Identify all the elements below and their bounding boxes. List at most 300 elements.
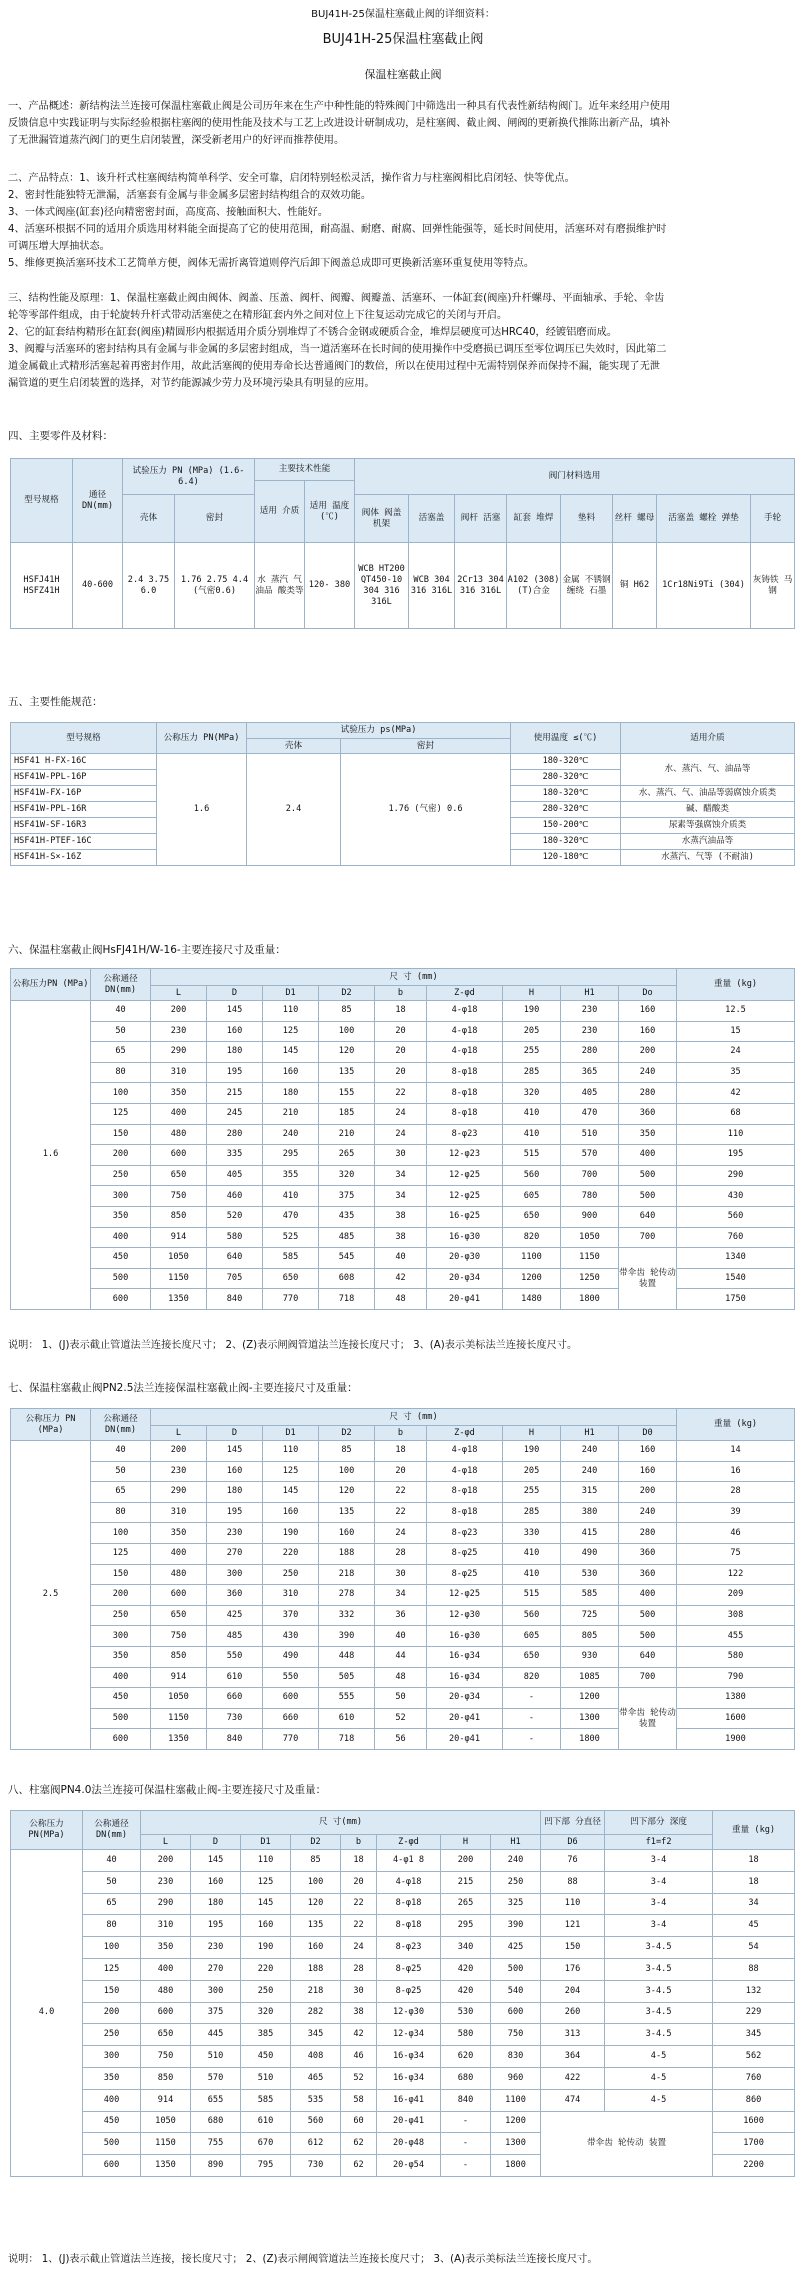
cell-temp: 180-320℃ [511,786,621,802]
col-weight: 重量 (kg) [677,969,795,1001]
table-cell: 65 [83,1893,141,1915]
cell-stem: 2Cr13 304 316 316L [455,543,507,629]
table-cell: 58 [341,2089,377,2111]
table-cell: - [441,2133,491,2155]
table-cell: 160 [207,1461,263,1482]
table-cell: 8-φ25 [377,1958,441,1980]
table-cell: 24 [375,1124,427,1145]
table-cell: 8-φ18 [427,1062,503,1083]
col-temp: 使用温度 ≤(℃) [511,723,621,754]
table-cell: 350 [91,1646,151,1667]
col-d: D [191,1835,241,1850]
col-size: 尺 寸 (mm) [151,969,677,986]
table-cell: 24 [375,1523,427,1544]
table-cell: 360 [207,1585,263,1606]
table-cell: 185 [319,1103,375,1124]
cell-cylinder: A102 (308) (T)合金 [507,543,561,629]
table-cell: 1350 [151,1289,207,1310]
table-cell: 18 [713,1871,795,1893]
cell-drive-note: 带伞齿 轮传动 装置 [619,1248,677,1310]
table-cell: 250 [241,1980,291,2002]
table-row [11,1585,795,1606]
table-cell: 730 [207,1708,263,1729]
table-note: 说明： 1、(J)表示截止管道法兰连接，接长度尺寸； 2、(Z)表示闸阀管道法兰连接长度尺寸； 3、(A)表示美标法兰连接长度尺寸。 [8,2254,598,2265]
table-row [11,1021,795,1042]
table-row [11,1523,795,1544]
table-row [11,1646,795,1667]
table-cell: 255 [503,1042,561,1063]
table-cell: 8-φ23 [377,1937,441,1959]
table-row [11,754,795,770]
table-row [11,2067,795,2089]
table-cell: 280 [561,1042,619,1063]
table-cell: 410 [503,1543,561,1564]
table-cell: 38 [375,1227,427,1248]
table-cell: 16-φ34 [377,2046,441,2068]
table-cell: 285 [503,1502,561,1523]
table-cell: 30 [341,1980,377,2002]
table-cell: 120 [319,1042,375,1063]
table-cell: 18 [341,1850,377,1872]
table-cell: 12-φ23 [427,1145,503,1166]
table-cell: 75 [677,1543,795,1564]
table-cell: 160 [207,1021,263,1042]
col-test: 试验压力 ps(MPa) [247,723,511,739]
feature-line: 5、维修更换活塞环技术工艺简单方便，阀体无需折离管道则停汽后卸下阀盖总成即可更换新活塞环重复使用等特点。 [8,258,535,269]
table-cell: 600 [91,1289,151,1310]
intro-line: 了无泄漏管道蒸汽阀门的更生启闭装置，深受新老用户的好评而推荐使用。 [8,135,345,146]
table-cell: 480 [141,1980,191,2002]
table-cell: 1200 [503,1268,561,1289]
table-cell: 150 [83,1980,141,2002]
table-cell: 180 [191,1893,241,1915]
table-cell: 315 [561,1482,619,1503]
table-cell: 310 [263,1585,319,1606]
table-cell: 20-φ48 [377,2133,441,2155]
table-cell: 750 [151,1626,207,1647]
table-cell: 650 [503,1206,561,1227]
table-cell: 62 [341,2155,377,2177]
table-cell: 320 [319,1165,375,1186]
table-cell: 390 [319,1626,375,1647]
table-cell: 40 [375,1626,427,1647]
table-cell: 24 [677,1042,795,1063]
table-cell: 660 [263,1708,319,1729]
table-cell: 230 [561,1021,619,1042]
table-row [11,1708,795,1729]
table-row [11,1915,795,1937]
table-cell: 42 [677,1083,795,1104]
col-depth: 凹下部分 深度 [605,1811,713,1835]
table-cell: 20 [375,1021,427,1042]
table-cell: 24 [341,1937,377,1959]
table-cell: 110 [677,1124,795,1145]
table-cell: 408 [291,2046,341,2068]
cell-bonnet: WCB 304 316 316L [409,543,455,629]
feature-line: 二、产品特点：1、该升杆式柱塞阀结构简单科学、安全可靠，启闭特别轻松灵活，操作省力与柱塞阀相比启闭轻、快等优点。 [8,173,575,184]
principle-line: 3、阀瓣与活塞环的密封结构具有金属与非金属的多层密封组成，当一道活塞环在长时间的使用操作中受磨损已调压至零位调压已失效时，因此第二 [8,344,667,355]
table-cell: 515 [503,1145,561,1166]
table-cell: 250 [263,1564,319,1585]
table-cell: 265 [441,1893,491,1915]
feature-line: 3、一体式阀座(缸套)径向精密密封面，高度高、接触面积大、性能好。 [8,207,329,218]
table-cell: 12-φ30 [427,1605,503,1626]
table-cell: 360 [619,1103,677,1124]
table-cell: 490 [561,1543,619,1564]
table-cell: 612 [291,2133,341,2155]
table-cell: 650 [151,1605,207,1626]
table-cell: 125 [91,1543,151,1564]
table-cell: 780 [561,1186,619,1207]
table-cell: 500 [91,1268,151,1289]
table-cell: 1250 [561,1268,619,1289]
table-cell: 1300 [491,2133,541,2155]
table-row [11,2024,795,2046]
principle-line: 漏管道的更生启闭装置的选择，对节约能源减少劳力及环境污染具有明显的应用。 [8,378,375,389]
table-cell: 750 [141,2046,191,2068]
table-cell: 330 [503,1523,561,1544]
table-cell: 180 [263,1083,319,1104]
table-cell: 770 [263,1729,319,1750]
cell-temp: 180-320℃ [511,834,621,850]
table-cell: 450 [91,1688,151,1709]
table-cell: 220 [241,1958,291,1980]
table-cell: 660 [207,1688,263,1709]
table-cell: 8-φ18 [427,1083,503,1104]
col-pn: 公称压力PN (MPa) [11,969,91,1001]
table-cell: 1150 [561,1248,619,1269]
table-cell: 600 [263,1688,319,1709]
table-cell: 1800 [561,1729,619,1750]
table-cell: 410 [503,1124,561,1145]
table-cell: 35 [677,1062,795,1083]
table-row [11,1227,795,1248]
table-cell: 1700 [713,2133,795,2155]
dimension-table-pn16 [10,968,795,1310]
table-cell: 610 [319,1708,375,1729]
table-cell: 145 [191,1850,241,1872]
cell-model: HSFJ41H HSFZ41H [11,543,73,629]
col-d2: D2 [291,1835,341,1850]
table-cell: 750 [491,2024,541,2046]
table-cell: 580 [677,1646,795,1667]
table-cell: 24 [375,1103,427,1124]
table-cell: 16-φ41 [377,2089,441,2111]
table-cell: 200 [151,1441,207,1462]
table-cell: 145 [207,1001,263,1022]
table-cell: 40 [91,1441,151,1462]
table-cell: 670 [241,2133,291,2155]
table-cell: 160 [263,1502,319,1523]
table-cell: 18 [713,1850,795,1872]
table-cell: 190 [503,1441,561,1462]
table-cell: 4-5 [605,2089,713,2111]
table-row [11,1268,795,1289]
table-cell: 76 [541,1850,605,1872]
table-cell: 8-φ18 [377,1893,441,1915]
table-cell: 180 [207,1482,263,1503]
col-h1: H1 [561,986,619,1001]
table-cell: 176 [541,1958,605,1980]
table-cell: 2200 [713,2155,795,2177]
cell-pn: 1.6 [157,754,247,866]
table-cell: 230 [191,1937,241,1959]
table-cell: 50 [91,1461,151,1482]
table-cell: 1900 [677,1729,795,1750]
table-cell: 85 [319,1001,375,1022]
table-cell: 510 [241,2067,291,2089]
table-cell: 160 [619,1021,677,1042]
table-cell: 40 [375,1248,427,1269]
table-cell: 120 [291,1893,341,1915]
table-cell: 1150 [141,2133,191,2155]
table-cell: 245 [207,1103,263,1124]
col-l: L [151,1426,207,1441]
table-cell: 1100 [503,1248,561,1269]
table-cell: 480 [151,1124,207,1145]
table-cell: 12-φ25 [427,1186,503,1207]
table-cell: 640 [207,1248,263,1269]
table-cell: 56 [375,1729,427,1750]
table-cell: 18 [375,1001,427,1022]
table-cell: 16 [677,1461,795,1482]
table-cell: 100 [291,1871,341,1893]
table-cell: 88 [713,1958,795,1980]
table-cell: 718 [319,1289,375,1310]
table-cell: 46 [341,2046,377,2068]
table-cell: 1750 [677,1289,795,1310]
cell-medium: 水蒸汽、气等 (不耐油) [621,850,795,866]
table-cell: 680 [441,2067,491,2089]
table-cell: 250 [83,2024,141,2046]
table-cell: 62 [341,2133,377,2155]
table-cell: 145 [263,1042,319,1063]
cell-shell: 2.4 3.75 6.0 [123,543,175,629]
col-b: b [375,986,427,1001]
table-cell: 850 [141,2067,191,2089]
table-row [11,1605,795,1626]
table-cell: 200 [83,2002,141,2024]
table-cell: 650 [141,2024,191,2046]
col-temp: 适用 温度 (℃) [305,481,355,543]
table-cell: 400 [91,1667,151,1688]
section-title: 八、柱塞阀PN4.0法兰连接可保温柱塞截止阀-主要连接尺寸及重量： [8,1784,327,1796]
table-cell: 448 [319,1646,375,1667]
table-cell: 38 [341,2002,377,2024]
table-cell: 16-φ30 [427,1626,503,1647]
table-cell: 85 [319,1441,375,1462]
table-cell: 525 [263,1227,319,1248]
table-cell: 725 [561,1605,619,1626]
table-cell: 50 [375,1688,427,1709]
cell-medium: 尿素等强腐蚀介质类 [621,818,795,834]
table-row [11,1871,795,1893]
table-cell: 135 [291,1915,341,1937]
table-row [11,1145,795,1166]
table-cell: 345 [291,2024,341,2046]
table-cell: 270 [191,1958,241,1980]
table-cell: 240 [619,1062,677,1083]
cell-temp: 180-320℃ [511,754,621,770]
table-cell: 425 [491,1937,541,1959]
table-cell: 45 [713,1915,795,1937]
table-cell: 840 [207,1729,263,1750]
table-cell: 300 [83,2046,141,2068]
cell-temp: 280-320℃ [511,802,621,818]
table-cell: 585 [561,1585,619,1606]
table-cell: 1150 [151,1708,207,1729]
table-cell: - [503,1688,561,1709]
table-cell: 300 [207,1564,263,1585]
cell-medium: 碱、醋酸类 [621,802,795,818]
table-row [11,1001,795,1022]
table-cell: 290 [151,1482,207,1503]
table-cell: 218 [291,1980,341,2002]
table-cell: 1600 [677,1708,795,1729]
table-cell: 820 [503,1667,561,1688]
col-zd: Z-φd [427,986,503,1001]
col-zd: Z-φd [427,1426,503,1441]
table-cell: 205 [503,1461,561,1482]
table-cell: 570 [191,2067,241,2089]
table-cell: 240 [561,1441,619,1462]
col-dn: 公称通径 DN(mm) [91,1409,151,1441]
table-cell: 50 [91,1021,151,1042]
table-cell: 28 [341,1958,377,1980]
col-size: 尺 寸 (mm) [151,1409,677,1426]
table-cell: 48 [375,1289,427,1310]
table-cell: 22 [375,1482,427,1503]
col-d6: D6 [541,1835,605,1850]
table-cell: 16-φ34 [377,2067,441,2089]
col-h1: H1 [491,1835,541,1850]
table-cell: 310 [151,1502,207,1523]
table-cell: 80 [91,1062,151,1083]
col-d2: D2 [319,986,375,1001]
table-cell: 410 [503,1103,561,1124]
cell-model: HSF41W-SF-16R3 [11,818,157,834]
col-d1: D1 [241,1835,291,1850]
col-d1: D1 [263,986,319,1001]
table-cell: 200 [151,1001,207,1022]
table-cell: 364 [541,2046,605,2068]
table-row [11,1042,795,1063]
table-row [11,1083,795,1104]
table-cell: 54 [713,1937,795,1959]
table-cell: 188 [319,1543,375,1564]
table-cell: 550 [263,1667,319,1688]
col-zd: Z-φd [377,1835,441,1850]
table-cell: 250 [491,1871,541,1893]
table-cell: 3-4.5 [605,2024,713,2046]
table-cell: 200 [91,1145,151,1166]
table-cell: 20 [375,1062,427,1083]
col-d0: D0 [619,1426,677,1441]
col-medium: 适用介质 [621,723,795,754]
table-cell: 400 [83,2089,141,2111]
table-cell: 860 [713,2089,795,2111]
table-cell: 180 [207,1042,263,1063]
table-cell: 500 [619,1626,677,1647]
table-row [11,1206,795,1227]
table-cell: 400 [151,1103,207,1124]
table-cell: 605 [503,1186,561,1207]
section-title: 五、主要性能规范： [8,696,103,708]
table-cell: 600 [151,1585,207,1606]
table-cell: 230 [151,1021,207,1042]
table-row [11,1289,795,1310]
table-cell: 80 [91,1502,151,1523]
col-d1: D1 [263,1426,319,1441]
table-row [11,1103,795,1124]
table-cell: 560 [291,2111,341,2133]
table-cell: 215 [207,1083,263,1104]
table-cell: 415 [561,1523,619,1544]
table-cell: 135 [319,1502,375,1523]
table-cell: 190 [503,1001,561,1022]
table-cell: 600 [151,1145,207,1166]
table-note: 说明： 1、(J)表示截止管道法兰连接长度尺寸； 2、(Z)表示闸阀管道法兰连接长度尺寸； 3、(A)表示美标法兰连接长度尺寸。 [8,1340,578,1351]
table-cell: 260 [541,2002,605,2024]
table-cell: 300 [91,1186,151,1207]
table-row [11,1729,795,1750]
table-cell: 345 [713,2024,795,2046]
principle-line: 轮等零部件组成，由于轮旋转升杆式带动活塞使之在精形缸套内外之间对位上下往复运动完成它的关闭与开启。 [8,310,508,321]
table-cell: 500 [83,2133,141,2155]
col-bonnet: 活塞盖 [409,495,455,543]
cell-pn: 1.6 [11,1001,91,1310]
table-cell: 100 [91,1083,151,1104]
table-cell: 3-4 [605,1871,713,1893]
table-cell: 150 [91,1124,151,1145]
table-cell: 4-5 [605,2067,713,2089]
table-cell: 600 [91,1729,151,1750]
cell-model: HSF41H-S×-16Z [11,850,157,866]
table-cell: 20-φ41 [427,1729,503,1750]
table-cell: 3-4 [605,1850,713,1872]
cell-medium: 水、蒸汽、气、油品等弱腐蚀介质类 [621,786,795,802]
table-cell: 18 [375,1441,427,1462]
table-cell: 510 [191,2046,241,2068]
table-cell: 500 [91,1708,151,1729]
col-dn: 公称通径 DN(mm) [91,969,151,1001]
table-cell: 610 [207,1667,263,1688]
table-cell: 290 [677,1165,795,1186]
table-cell: 20 [341,1871,377,1893]
col-pn: 公称压力 PN(MPa) [11,1811,83,1850]
table-row [11,1165,795,1186]
table-cell: 132 [713,1980,795,2002]
table-cell: 560 [677,1206,795,1227]
intro-section [8,98,798,149]
table-cell: 20-φ41 [427,1708,503,1729]
table-cell: 335 [207,1145,263,1166]
table-cell: 12-φ30 [377,2002,441,2024]
table-cell: 20-φ54 [377,2155,441,2177]
table-cell: 400 [91,1227,151,1248]
table-cell: 40 [83,1850,141,1872]
table-cell: 550 [207,1646,263,1667]
table-row [11,1564,795,1585]
table-cell: 1340 [677,1248,795,1269]
table-cell: 160 [263,1062,319,1083]
table-cell: 490 [263,1646,319,1667]
principle-section [8,290,798,392]
table-cell: 195 [207,1502,263,1523]
table-cell: 385 [241,2024,291,2046]
table-cell: 770 [263,1289,319,1310]
col-bolt: 活塞盖 螺栓 弹垫 [657,495,751,543]
